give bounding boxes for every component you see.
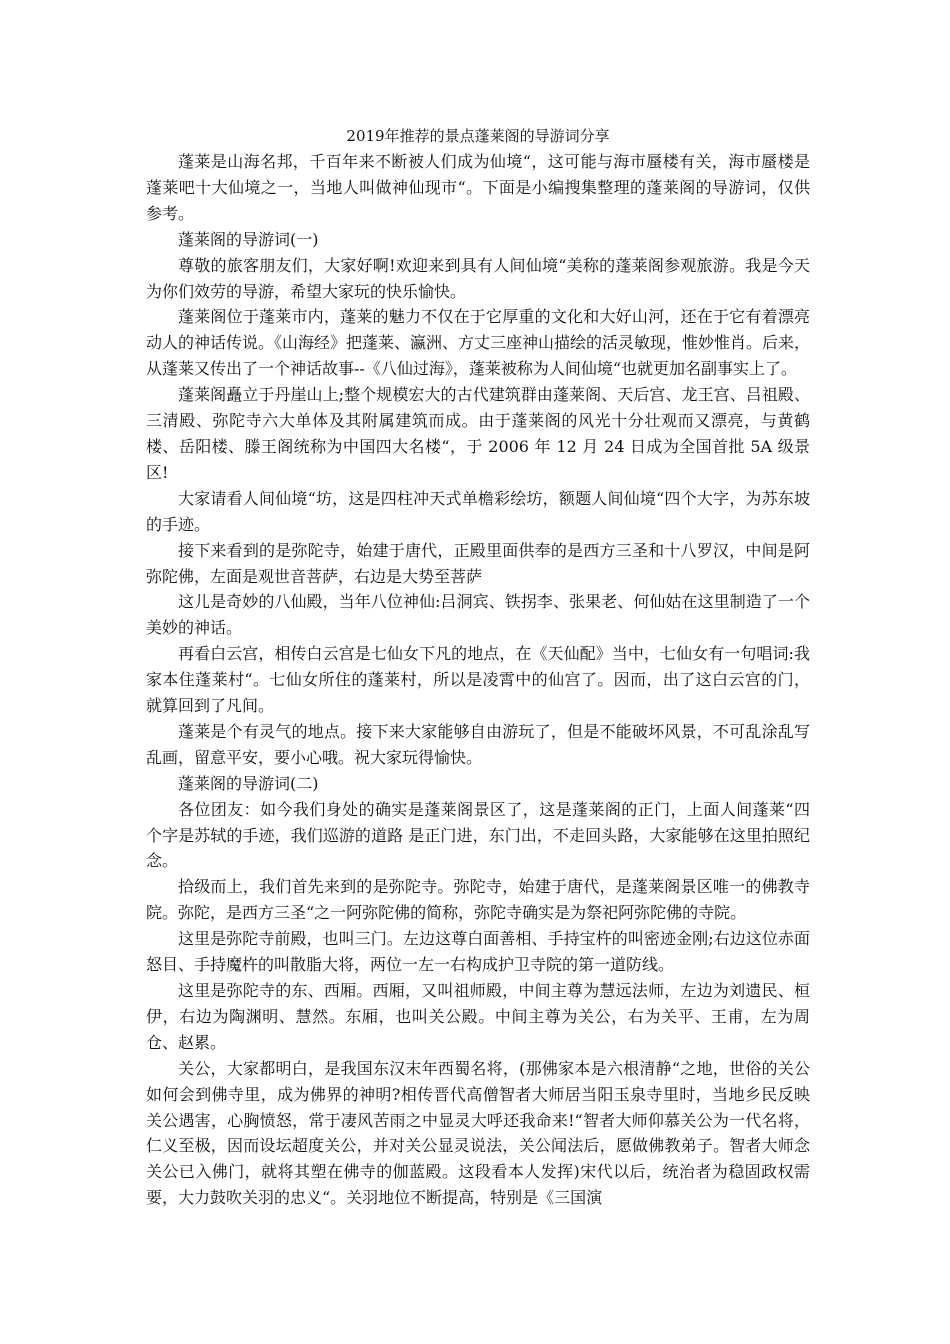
paragraph: 尊敬的旅客朋友们，大家好啊!欢迎来到具有人间仙境“美称的蓬莱阁参观旅游。我是今天为你们效劳的导游，希望大家玩的快乐愉快。 <box>146 255 810 301</box>
intro-paragraph: 蓬莱是山海名邦，千百年来不断被人们成为仙境“，这可能与海市蜃楼有关，海市蜃楼是蓬莱吧十大仙境之一，当地人叫做神仙现市“。下面是小编搜集整理的蓬莱阁的导游词，仅供参考。 <box>146 152 810 223</box>
paragraph: 关公，大家都明白，是我国东汉末年西蜀名将，(那佛家本是六根清静“之地，世俗的关公如何会到佛寺里，成为佛界的神明?相传晋代高僧智者大师居当阳玉泉寺里时，当地乡民反映关公遇害，心胸愤怒，常于凄风苦雨之中显灵大呼还我命来!“智者大师仰慕关公为一代名将，仁义至极，因而设坛超度关公，并对关公显灵说法，关公闻法后，愿做佛教弟子。智者大师念关公已入佛门，就将其塑在佛寺的伽蓝殿。这段看本人发挥)宋代以后，统治者为稳固政权需要，大力鼓吹关羽的忠义“。关羽地位不断提高，特别是《三国演 <box>146 1058 810 1208</box>
document-page <box>146 124 810 1211</box>
document-title: 2019年推荐的景点蓬莱阁的导游词分享 <box>346 127 610 145</box>
paragraph: 各位团友：如今我们身处的确实是蓬莱阁景区了，这是蓬莱阁的正门，上面人间蓬莱“四个字是苏轼的手迹，我们巡游的道路 是正门进，东门出，不走回头路，大家能够在这里拍照纪念。 <box>146 799 810 871</box>
section-heading-2: 蓬莱阁的导游词(二) <box>178 773 319 793</box>
paragraph: 蓬莱阁位于蓬莱市内，蓬莱的魅力不仅在于它厚重的文化和大好山河，还在于它有着漂亮动人的神话传说。《山海经》把蓬莱、瀛洲、方丈三座神山描绘的活灵敏现，惟妙惟肖。后来，从蓬莱又传出了一个神话故事--《八仙过海》，蓬莱被称为人间仙境“也就更加名副事实上了。 <box>146 307 811 379</box>
section-heading-1: 蓬莱阁的导游词(一) <box>178 229 319 249</box>
paragraph: 蓬莱是个有灵气的地点。接下来大家能够自由游玩了，但是不能破坏风景，不可乱涂乱写乱画，留意平安，要小心哦。祝大家玩得愉快。 <box>146 721 810 767</box>
paragraph: 这里是弥陀寺的东、西厢。西厢，又叫祖师殿，中间主尊为慧远法师，左边为刘遗民、桓伊，右边为陶渊明、慧然。东厢，也叫关公殿。中间主尊为关公，右为关平、王甫，左为周仓、赵累。 <box>146 981 810 1052</box>
paragraph: 蓬莱阁矗立于丹崖山上;整个规模宏大的古代建筑群由蓬莱阁、天后宫、龙王宫、吕祖殿、三清殿、弥陀寺六大单体及其附属建筑而成。由于蓬莱阁的风光十分壮观而又漂亮，与黄鹤楼、岳阳楼、滕王阁统称为中国四大名楼“，于 2006 年 12 月 24 日成为全国首批 5A 级景区! <box>146 385 810 482</box>
paragraph: 这里是弥陀寺前殿，也叫三门。左边这尊白面善相、手持宝杵的叫密迹金刚;右边这位赤面怒目、手持魔杵的叫散脂大将，两位一左一右构成护卫寺院的第一道防线。 <box>146 929 810 975</box>
paragraph: 这儿是奇妙的八仙殿，当年八位神仙:吕洞宾、铁拐李、张果老、何仙姑在这里制造了一个美妙的神话。 <box>146 592 810 638</box>
paragraph: 接下来看到的是弥陀寺，始建于唐代，正殿里面供奉的是西方三圣和十八罗汉，中间是阿弥陀佛，左面是观世音菩萨，右边是大势至菩萨 <box>146 540 810 586</box>
paragraph: 再看白云宫，相传白云宫是七仙女下凡的地点，在《天仙配》当中，七仙女有一句唱词:我家本住蓬莱村“。七仙女所住的蓬莱村，所以是凌霄中的仙宫了。因而，出了这白云宫的门，就算回到了凡间。 <box>146 644 810 716</box>
paragraph: 大家请看人间仙境“坊，这是四柱冲天式单檐彩绘坊，额题人间仙境“四个大字，为苏东坡的手迹。 <box>146 488 810 534</box>
paragraph: 拾级而上，我们首先来到的是弥陀寺。弥陀寺，始建于唐代，是蓬莱阁景区唯一的佛教寺院。弥陀，是西方三圣“之一阿弥陀佛的简称，弥陀寺确实是为祭祀阿弥陀佛的寺院。 <box>146 877 810 923</box>
